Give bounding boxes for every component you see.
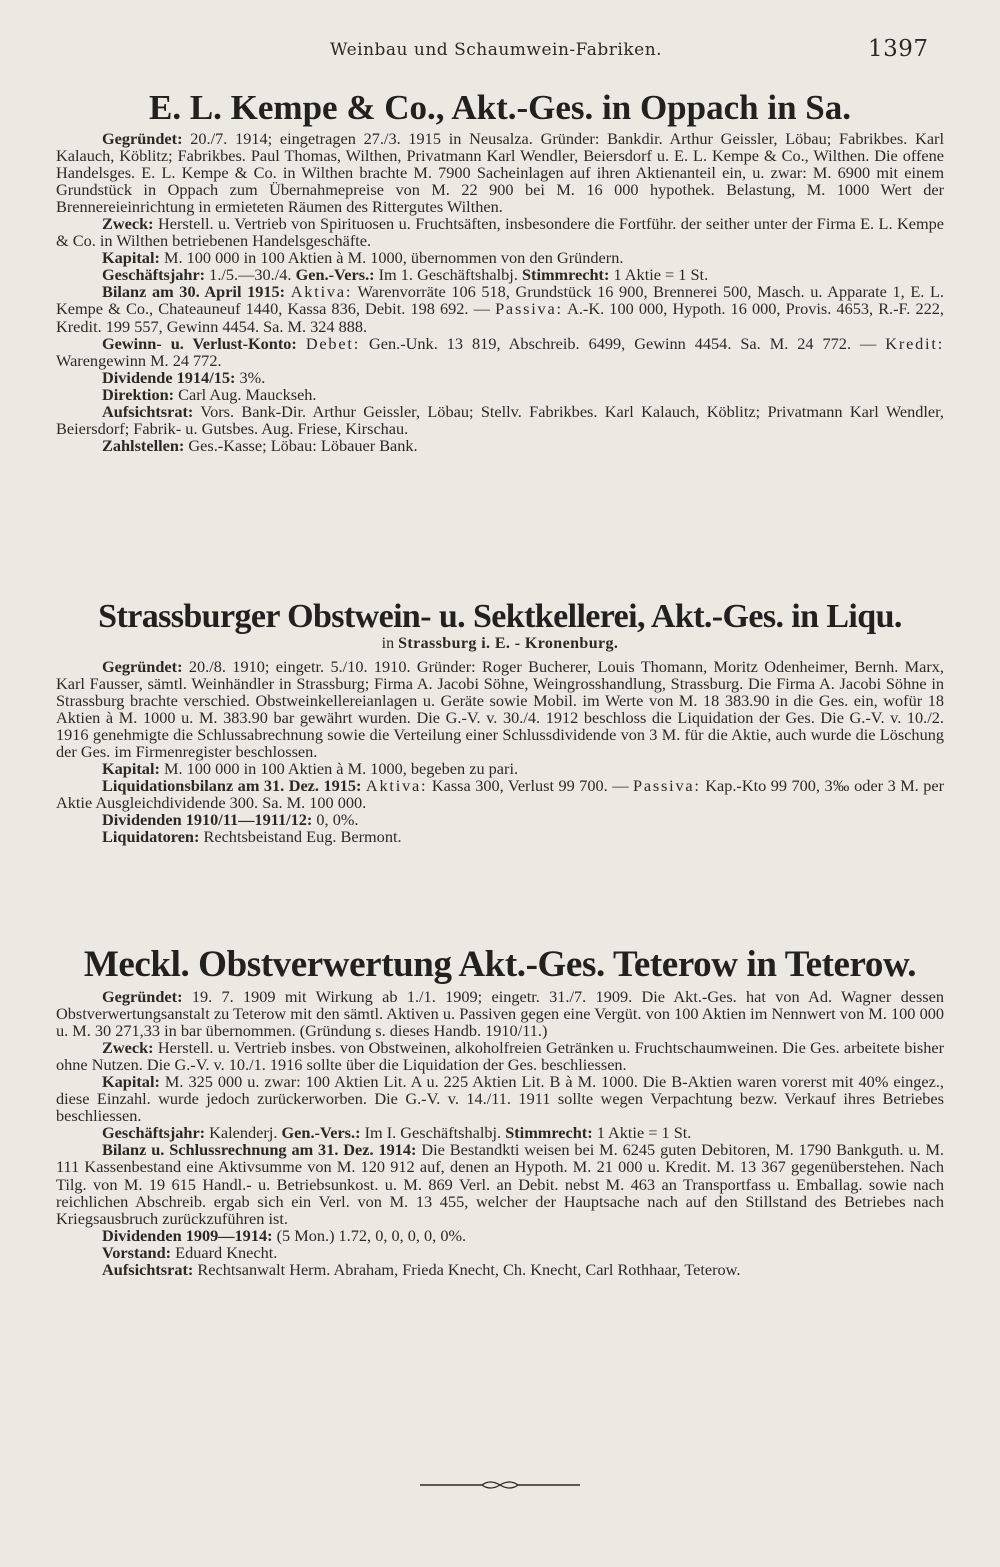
balance-label: Bilanz u. Schlussrechnung am 31. Dez. 1914:: [102, 1140, 417, 1160]
founded-text: 20./8. 1910; eingetr. 5./10. 1910. Gründer: Roger Bucherer, Louis Thomann, Moritz Odenheimer, Bernh. Marx, Karl Fausser, sämtl. Weinhändler in Strassburg; Firma A. Jacobi Söhne, Weingrosshandlung, Strassburg. Die Firma A. Jacobi Söhne in Strassburg brachte verschied. Obstweinkellereianlagen u. Geräte sowie Mobil. im Werte von M. 18 383.90 in die Ges. ein, wofür 18 Aktien à M. 1000 u. M. 383.90 bar gewährt wurden. Die G.-V. v. 30./4. 1912 beschloss die Liquidation der Ges. Die G.-V. v. 10./2. 1916 genehmigte die Schlussabrechnung sowie die Verteilung einer Schlussdividende von 3 M. für die Aktie, auch wurde die Löschung der Ges. im Firmenregister beschlossen.: [56, 657, 944, 762]
founded-label: Gegründet:: [102, 129, 183, 148]
supervisory-text: Rechtsanwalt Herm. Abraham, Frieda Knecht, Ch. Knecht, Carl Rothhaar, Teterow.: [197, 1259, 741, 1279]
capital-label: Kapital:: [102, 248, 160, 268]
company-entry-meckl: [56, 944, 944, 1278]
pl-paragraph: [56, 335, 944, 369]
fiscal-text: 1./5.—30./4.: [209, 265, 292, 285]
dividend-text: 0, 0%.: [316, 810, 359, 830]
capital-label: Kapital:: [102, 1072, 160, 1092]
company-entry-kempe: [56, 88, 944, 454]
fiscal-paragraph: [56, 266, 944, 283]
gv-text: Im I. Geschäftshalbj.: [364, 1123, 502, 1143]
board-text: Eduard Knecht.: [175, 1242, 278, 1262]
dividend-paragraph: [56, 1227, 944, 1244]
subtitle-prefix: in: [381, 635, 395, 652]
liquidators-paragraph: [56, 828, 944, 845]
gv-text: Im 1. Geschäftshalbj.: [378, 265, 518, 285]
supervisory-paragraph: [56, 403, 944, 437]
capital-paragraph: [56, 760, 944, 777]
pl-credit-label: Kredit:: [885, 333, 945, 353]
voting-text: 1 Aktie = 1 St.: [613, 265, 709, 285]
running-title: Weinbau und Schaumwein-Fabriken.: [330, 40, 663, 60]
company-body: [56, 130, 944, 454]
purpose-text: Herstell. u. Vertrieb von Spirituosen u. Fruchtsäften, insbesondere die Fortführ. der seither unter der Firma E. L. Kempe & Co. in Wilthen betriebenen Handelsgeschäfte.: [56, 214, 944, 251]
voting-label: Stimmrecht:: [521, 265, 610, 285]
balance-paragraph: [56, 283, 944, 334]
voting-text: 1 Aktie = 1 St.: [596, 1123, 692, 1143]
founded-text: 20./7. 1914; eingetragen 27./3. 1915 in Neusalza. Gründer: Bankdir. Arthur Geissler, Löbau; Fabrikbes. Karl Kalauch, Köblitz; Fabrikbes. Paul Thomas, Wilthen, Privatmann Karl Wendler, Beiersdorf u. E. L. Kempe & Co., Wilthen. Die offene Handelsges. E. L. Kempe & Co. in Wilthen brachte M. 7900 Sacheinlagen auf ihren Aktienanteil ein, u. zwar: M. 6900 mit einem Grundstück in Oppach zum Übernahmepreise von M. 22 900 bei M. 16 000 hypothek. Belastung, M. 1000 Wert der Brennereieinrichtung in ermieteten Räumen des Rittergutes Wilthen.: [56, 129, 944, 217]
ornament-divider: [420, 1479, 580, 1491]
board-label: Vorstand:: [102, 1242, 172, 1262]
purpose-paragraph: [56, 215, 944, 249]
dividend-label: Dividenden 1909—1914:: [102, 1225, 273, 1245]
liquidation-balance-paragraph: [56, 777, 944, 811]
founded-paragraph: [56, 130, 944, 215]
balance-assets-text: Warenvorräte 106 518, Grundstück 16 900, Brennerei 500, Masch. u. Apparate 1, E. L. Kempe & Co., Chateauneuf 1440, Kassa 836, Debit. 198 692. —: [56, 282, 944, 319]
fiscal-paragraph: [56, 1124, 944, 1141]
company-subtitle: [56, 635, 944, 653]
capital-paragraph: [56, 249, 944, 266]
pl-debit-text: Gen.-Unk. 13 819, Abschreib. 6499, Gewinn 4454. Sa. M. 24 772. —: [369, 333, 877, 353]
voting-label: Stimmrecht:: [505, 1123, 593, 1143]
supervisory-paragraph: [56, 1261, 944, 1278]
dividend-paragraph: [56, 811, 944, 828]
purpose-label: Zweck:: [102, 214, 154, 234]
capital-paragraph: [56, 1073, 944, 1124]
balance-label: Bilanz am 30. April 1915:: [102, 282, 286, 302]
balance-text: Die Bestandkti weisen bei M. 6245 guten Debitoren, M. 1790 Bankguth. u. M. 111 Kassenbestand eine Aktivsumme von M. 120 912 auf, denen an Hypoth. M. 21 000 u. Kredit. M. 13 367 gegenüberstehen. Nach Tilg. von M. 19 615 Handl.- u. Betriebsunkost. u. M. 869 Verl. an Debit. nebst M. 463 an Transportfass u. Emballag. sowie nach reichlichen Abschreib. ergab sich ein Verl. von M. 13 455, welcher der Hauptsache nach auf den Stillstand des Betriebes nach Kriegsausbruch zurückzuführen ist.: [56, 1140, 945, 1228]
liquidators-text: Rechtsbeistand Eug. Bermont.: [203, 827, 402, 847]
pl-debit-label: Debet:: [305, 333, 361, 353]
company-title: Strassburger Obstwein- u. Sektkellerei, Akt.-Ges. in Liqu.: [98, 598, 902, 635]
supervisory-label: Aufsichtsrat:: [102, 1259, 194, 1279]
payment-label: Zahlstellen:: [102, 435, 185, 455]
board-text: Carl Aug. Mauckseh.: [178, 384, 317, 404]
balance-liab-text: A.-K. 100 000, Hypoth. 16 000, Provis. 4653, R.-F. 222, Kredit. 199 557, Gewinn 4454. Sa. M. 324 888.: [56, 299, 944, 336]
liq-assets-label: Aktiva:: [365, 776, 428, 796]
fiscal-label: Geschäftsjahr:: [102, 265, 206, 285]
gv-label: Gen.-Vers.:: [295, 265, 375, 285]
dividend-text: 3%.: [239, 367, 266, 387]
liq-assets-text: Kassa 300, Verlust 99 700. —: [431, 776, 629, 796]
liq-label: Liquidationsbilanz am 31. Dez. 1915:: [102, 776, 362, 796]
purpose-text: Herstell. u. Vertrieb insbes. von Obstweinen, alkoholfreien Getränken u. Fruchtschaumweinen. Die Ges. arbeitete bisher ohne Nutzen. Die G.-V. v. 10./1. 1916 sollte über die Liquidation der Ges. beschliessen.: [56, 1038, 944, 1075]
subtitle-place: Strassburg i. E. - Kronenburg.: [398, 635, 619, 652]
fiscal-label: Geschäftsjahr:: [102, 1123, 206, 1143]
founded-label: Gegründet:: [102, 657, 183, 676]
capital-label: Kapital:: [102, 759, 160, 779]
dividend-label: Dividenden 1910/11—1911/12:: [102, 810, 313, 830]
pl-label: Gewinn- u. Verlust-Konto:: [102, 333, 297, 353]
purpose-label: Zweck:: [102, 1038, 154, 1058]
company-title: E. L. Kempe & Co., Akt.-Ges. in Oppach in Sa.: [148, 88, 852, 127]
gv-label: Gen.-Vers.:: [281, 1123, 361, 1143]
company-body: [56, 658, 944, 846]
dividend-text: (5 Mon.) 1.72, 0, 0, 0, 0, 0%.: [276, 1225, 467, 1245]
liq-liab-text: Kap.-Kto 99 700, 3‰ oder 3 M. per Aktie Ausgleichdividende 300. Sa. M. 100 000.: [56, 776, 944, 813]
balance-liab-label: Passiva:: [495, 299, 563, 319]
page-number: 1397: [868, 36, 929, 62]
purpose-paragraph: [56, 1039, 944, 1073]
capital-text: M. 100 000 in 100 Aktien à M. 1000, begeben zu pari.: [163, 759, 519, 779]
founded-paragraph: [56, 988, 944, 1039]
capital-text: M. 325 000 u. zwar: 100 Aktien Lit. A u. 225 Aktien Lit. B à M. 1000. Die B-Aktien waren vorerst mit 40% eingez., diese Einzahl. wurde jedoch zurückerworben. Die G.-V. v. 14./11. 1911 sollte wegen Verpachtung bezw. Verkauf ihres Betriebes beschliessen.: [56, 1072, 944, 1126]
company-body: [56, 988, 944, 1278]
board-paragraph: [56, 1244, 944, 1261]
founded-text: 19. 7. 1909 mit Wirkung ab 1./1. 1909; eingetr. 31./7. 1909. Die Akt.-Ges. hat von Ad. Wagner dessen Obstverwertungsanstalt zu Teterow mit den sämtl. Aktiven u. Passiven gegen eine Vergüt. von 100 Aktien im Nennwert von M. 100 000 u. M. 30 271,33 in bar übernommen. (Gründung s. dieses Handb. 1910/11.): [56, 987, 944, 1041]
company-entry-strassburger: [56, 598, 944, 846]
liq-liab-label: Passiva:: [632, 776, 701, 796]
dividend-paragraph: [56, 369, 944, 386]
payment-paragraph: [56, 437, 944, 454]
liquidators-label: Liquidatoren:: [102, 827, 200, 847]
supervisory-label: Aufsichtsrat:: [102, 401, 194, 421]
balance-assets-label: Aktiva:: [290, 282, 353, 302]
supervisory-text: Vors. Bank-Dir. Arthur Geissler, Löbau; Stellv. Fabrikbes. Karl Kalauch, Köblitz; Privatmann Karl Wendler, Beiersdorf; Fabrik- u. Gutsbes. Aug. Friese, Kirschau.: [56, 401, 944, 438]
payment-text: Ges.-Kasse; Löbau: Löbauer Bank.: [188, 435, 418, 455]
board-paragraph: [56, 386, 944, 403]
board-label: Direktion:: [102, 384, 175, 404]
fiscal-text: Kalenderj.: [209, 1123, 278, 1143]
founded-paragraph: [56, 658, 944, 760]
balance-paragraph: [56, 1141, 944, 1226]
running-header: [0, 36, 1000, 66]
company-title: Meckl. Obstverwertung Akt.-Ges. Teterow in Teterow.: [83, 944, 917, 985]
dividend-label: Dividende 1914/15:: [102, 367, 236, 387]
pl-credit-text: Warengewinn M. 24 772.: [56, 350, 222, 370]
founded-label: Gegründet:: [102, 987, 183, 1006]
capital-text: M. 100 000 in 100 Aktien à M. 1000, übernommen von den Gründern.: [163, 248, 624, 268]
